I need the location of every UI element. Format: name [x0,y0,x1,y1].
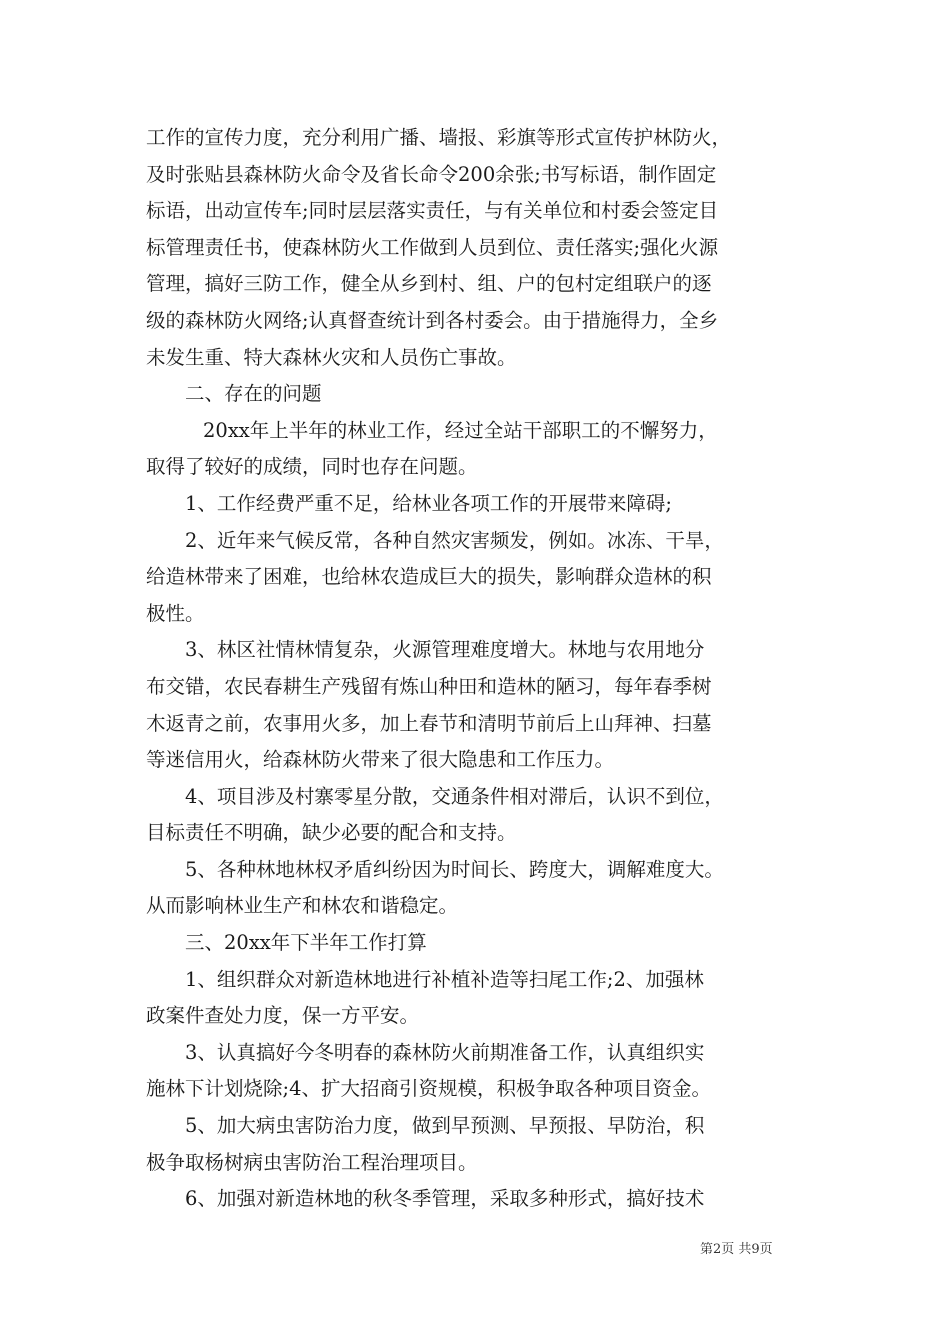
text-line: 取得了较好的成绩，同时也存在问题。 [146,455,478,479]
text-line: 政案件查处力度，保一方平安。 [146,1004,420,1028]
text-line: 管理，搞好三防工作，健全从乡到村、组、户的包村定组联户的逐 [146,272,712,296]
text-line: 给造林带来了困难，也给林农造成巨大的损失，影响群众造林的积 [146,565,712,589]
text-line: 标管理责任书，使森林防火工作做到人员到位、责任落实;强化火源 [146,235,719,259]
list-item: 3、林区社情林情复杂，火源管理难度增大。林地与农用地分 [185,638,705,662]
list-item: 1、工作经费严重不足，给林业各项工作的开展带来障碍; [185,491,672,515]
text-line: 布交错，农民春耕生产残留有炼山种田和造林的陋习，每年春季树 [146,674,712,698]
text-line: 级的森林防火网络;认真督查统计到各村委会。由于措施得力，全乡 [146,308,719,332]
section-heading-problems: 二、存在的问题 [185,382,322,406]
list-item: 1、组织群众对新造林地进行补植补造等扫尾工作;2、加强林 [185,967,704,991]
text-line: 等迷信用火，给森林防火带来了很大隐患和工作压力。 [146,748,615,772]
list-item: 3、认真搞好今冬明春的森林防火前期准备工作，认真组织实 [185,1040,705,1064]
section-heading-plans: 三、20xx年下半年工作打算 [185,931,427,955]
document-body [146,120,812,1218]
list-item: 6、加强对新造林地的秋冬季管理，采取多种形式，搞好技术 [185,1187,705,1211]
text-line: 极争取杨树病虫害防治工程治理项目。 [146,1150,478,1174]
text-line: 及时张贴县森林防火命令及省长命令200余张;书写标语，制作固定 [146,162,717,186]
text-line: 从而影响林业生产和林农和谐稳定。 [146,894,459,918]
text-line: 20xx年上半年的林业工作，经过全站干部职工的不懈努力， [203,418,718,442]
text-line: 施林下计划烧除;4、扩大招商引资规模，积极争取各种项目资金。 [146,1077,711,1101]
text-line: 极性。 [146,601,205,625]
list-item: 5、加大病虫害防治力度，做到早预测、早预报、早防治，积 [185,1114,705,1138]
text-line: 工作的宣传力度，充分利用广播、墙报、彩旗等形式宣传护林防火， [146,126,732,149]
text-line: 木返青之前，农事用火多，加上春节和清明节前后上山拜神、扫墓 [146,711,712,735]
text-line: 标语，出动宣传车;同时层层落实责任，与有关单位和村委会签定目 [146,199,719,223]
list-item: 5、各种林地林权矛盾纠纷因为时间长、跨度大，调解难度大。 [185,857,724,881]
text-line: 目标责任不明确，缺少必要的配合和支持。 [146,821,517,845]
list-item: 2、近年来气候反常，各种自然灾害频发，例如。冰冻、干旱， [185,528,724,552]
text-line: 未发生重、特大森林火灾和人员伤亡事故。 [146,345,517,369]
page-number: 第2页 共9页 [700,1242,773,1257]
list-item: 4、项目涉及村寨零星分散，交通条件相对滞后，认识不到位， [185,784,724,808]
